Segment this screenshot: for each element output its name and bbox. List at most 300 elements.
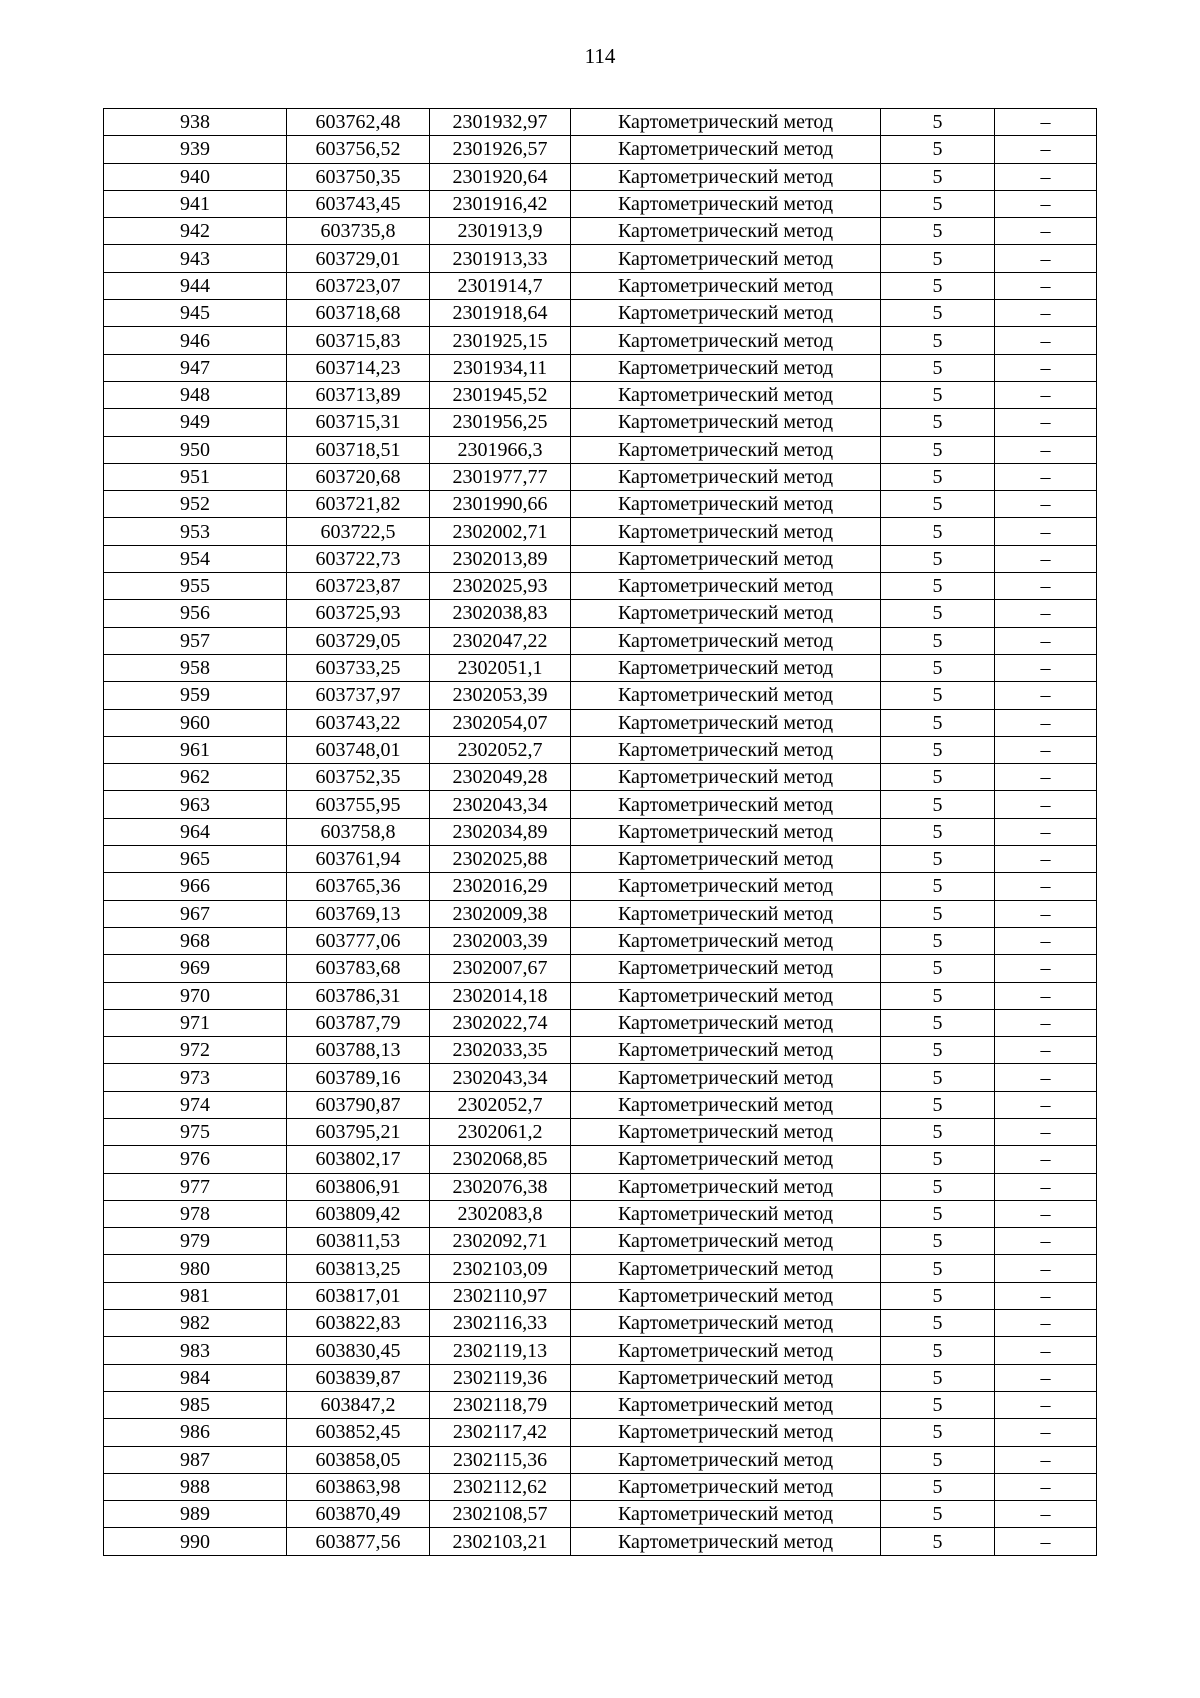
description-cell: – <box>995 109 1097 136</box>
x-coordinate-cell: 603852,45 <box>287 1419 430 1446</box>
description-cell: – <box>995 163 1097 190</box>
table-row <box>104 1337 1097 1364</box>
y-coordinate-cell: 2302115,36 <box>430 1446 571 1473</box>
description-cell: – <box>995 1173 1097 1200</box>
method-cell: Картометрический метод <box>571 300 881 327</box>
method-cell: Картометрический метод <box>571 1228 881 1255</box>
x-coordinate-cell: 603762,48 <box>287 109 430 136</box>
description-cell: – <box>995 518 1097 545</box>
y-coordinate-cell: 2302014,18 <box>430 982 571 1009</box>
y-coordinate-cell: 2302119,13 <box>430 1337 571 1364</box>
y-coordinate-cell: 2301966,3 <box>430 436 571 463</box>
table-row <box>104 518 1097 545</box>
x-coordinate-cell: 603723,07 <box>287 272 430 299</box>
point-number-cell: 983 <box>104 1337 287 1364</box>
description-cell: – <box>995 982 1097 1009</box>
method-cell: Картометрический метод <box>571 327 881 354</box>
table-row <box>104 491 1097 518</box>
y-coordinate-cell: 2302112,62 <box>430 1473 571 1500</box>
precision-cell: 5 <box>881 1200 995 1227</box>
precision-cell: 5 <box>881 1528 995 1555</box>
x-coordinate-cell: 603722,73 <box>287 545 430 572</box>
precision-cell: 5 <box>881 409 995 436</box>
table-row <box>104 654 1097 681</box>
method-cell: Картометрический метод <box>571 1037 881 1064</box>
y-coordinate-cell: 2302002,71 <box>430 518 571 545</box>
table-row <box>104 436 1097 463</box>
method-cell: Картометрический метод <box>571 1091 881 1118</box>
table-row <box>104 354 1097 381</box>
precision-cell: 5 <box>881 654 995 681</box>
method-cell: Картометрический метод <box>571 955 881 982</box>
y-coordinate-cell: 2301934,11 <box>430 354 571 381</box>
precision-cell: 5 <box>881 1173 995 1200</box>
precision-cell: 5 <box>881 1255 995 1282</box>
table-row <box>104 818 1097 845</box>
x-coordinate-cell: 603713,89 <box>287 381 430 408</box>
point-number-cell: 949 <box>104 409 287 436</box>
method-cell: Картометрический метод <box>571 927 881 954</box>
y-coordinate-cell: 2302054,07 <box>430 709 571 736</box>
y-coordinate-cell: 2302083,8 <box>430 1200 571 1227</box>
point-number-cell: 955 <box>104 573 287 600</box>
table-row <box>104 245 1097 272</box>
method-cell: Картометрический метод <box>571 1528 881 1555</box>
description-cell: – <box>995 1446 1097 1473</box>
table-row <box>104 545 1097 572</box>
method-cell: Картометрический метод <box>571 1146 881 1173</box>
x-coordinate-cell: 603839,87 <box>287 1364 430 1391</box>
method-cell: Картометрический метод <box>571 1118 881 1145</box>
method-cell: Картометрический метод <box>571 600 881 627</box>
x-coordinate-cell: 603743,45 <box>287 190 430 217</box>
method-cell: Картометрический метод <box>571 1255 881 1282</box>
x-coordinate-cell: 603765,36 <box>287 873 430 900</box>
precision-cell: 5 <box>881 136 995 163</box>
y-coordinate-cell: 2302051,1 <box>430 654 571 681</box>
x-coordinate-cell: 603737,97 <box>287 682 430 709</box>
method-cell: Картометрический метод <box>571 982 881 1009</box>
description-cell: – <box>995 1391 1097 1418</box>
table-row <box>104 1364 1097 1391</box>
x-coordinate-cell: 603714,23 <box>287 354 430 381</box>
description-cell: – <box>995 709 1097 736</box>
method-cell: Картометрический метод <box>571 682 881 709</box>
description-cell: – <box>995 927 1097 954</box>
y-coordinate-cell: 2301914,7 <box>430 272 571 299</box>
precision-cell: 5 <box>881 190 995 217</box>
y-coordinate-cell: 2301990,66 <box>430 491 571 518</box>
description-cell: – <box>995 218 1097 245</box>
point-number-cell: 970 <box>104 982 287 1009</box>
table-row <box>104 573 1097 600</box>
description-cell: – <box>995 545 1097 572</box>
x-coordinate-cell: 603721,82 <box>287 491 430 518</box>
point-number-cell: 976 <box>104 1146 287 1173</box>
precision-cell: 5 <box>881 736 995 763</box>
precision-cell: 5 <box>881 1419 995 1446</box>
x-coordinate-cell: 603743,22 <box>287 709 430 736</box>
precision-cell: 5 <box>881 518 995 545</box>
description-cell: – <box>995 818 1097 845</box>
precision-cell: 5 <box>881 900 995 927</box>
table-row <box>104 409 1097 436</box>
precision-cell: 5 <box>881 272 995 299</box>
x-coordinate-cell: 603722,5 <box>287 518 430 545</box>
point-number-cell: 969 <box>104 955 287 982</box>
method-cell: Картометрический метод <box>571 1173 881 1200</box>
x-coordinate-cell: 603769,13 <box>287 900 430 927</box>
table-row <box>104 1173 1097 1200</box>
description-cell: – <box>995 846 1097 873</box>
point-number-cell: 939 <box>104 136 287 163</box>
x-coordinate-cell: 603795,21 <box>287 1118 430 1145</box>
table-row <box>104 1528 1097 1555</box>
method-cell: Картометрический метод <box>571 518 881 545</box>
description-cell: – <box>995 764 1097 791</box>
y-coordinate-cell: 2302092,71 <box>430 1228 571 1255</box>
method-cell: Картометрический метод <box>571 1419 881 1446</box>
method-cell: Картометрический метод <box>571 354 881 381</box>
method-cell: Картометрический метод <box>571 1391 881 1418</box>
point-number-cell: 944 <box>104 272 287 299</box>
description-cell: – <box>995 1282 1097 1309</box>
table-row <box>104 709 1097 736</box>
point-number-cell: 957 <box>104 627 287 654</box>
x-coordinate-cell: 603822,83 <box>287 1310 430 1337</box>
method-cell: Картометрический метод <box>571 381 881 408</box>
y-coordinate-cell: 2302053,39 <box>430 682 571 709</box>
point-number-cell: 941 <box>104 190 287 217</box>
precision-cell: 5 <box>881 381 995 408</box>
table-row <box>104 900 1097 927</box>
method-cell: Картометрический метод <box>571 1282 881 1309</box>
page-number: 114 <box>584 44 616 68</box>
method-cell: Картометрический метод <box>571 218 881 245</box>
precision-cell: 5 <box>881 1037 995 1064</box>
x-coordinate-cell: 603777,06 <box>287 927 430 954</box>
y-coordinate-cell: 2301925,15 <box>430 327 571 354</box>
precision-cell: 5 <box>881 1282 995 1309</box>
coordinates-table-body <box>104 109 1097 1556</box>
table-row <box>104 764 1097 791</box>
description-cell: – <box>995 1146 1097 1173</box>
description-cell: – <box>995 327 1097 354</box>
table-row <box>104 1419 1097 1446</box>
x-coordinate-cell: 603813,25 <box>287 1255 430 1282</box>
y-coordinate-cell: 2302049,28 <box>430 764 571 791</box>
precision-cell: 5 <box>881 163 995 190</box>
point-number-cell: 973 <box>104 1064 287 1091</box>
method-cell: Картометрический метод <box>571 245 881 272</box>
table-row <box>104 463 1097 490</box>
method-cell: Картометрический метод <box>571 1364 881 1391</box>
description-cell: – <box>995 791 1097 818</box>
precision-cell: 5 <box>881 1064 995 1091</box>
x-coordinate-cell: 603729,05 <box>287 627 430 654</box>
point-number-cell: 980 <box>104 1255 287 1282</box>
precision-cell: 5 <box>881 354 995 381</box>
x-coordinate-cell: 603718,68 <box>287 300 430 327</box>
description-cell: – <box>995 190 1097 217</box>
description-cell: – <box>995 1310 1097 1337</box>
y-coordinate-cell: 2302103,21 <box>430 1528 571 1555</box>
y-coordinate-cell: 2302043,34 <box>430 791 571 818</box>
y-coordinate-cell: 2302052,7 <box>430 736 571 763</box>
x-coordinate-cell: 603809,42 <box>287 1200 430 1227</box>
point-number-cell: 960 <box>104 709 287 736</box>
point-number-cell: 961 <box>104 736 287 763</box>
y-coordinate-cell: 2302007,67 <box>430 955 571 982</box>
description-cell: – <box>995 381 1097 408</box>
table-row <box>104 1473 1097 1500</box>
table-row <box>104 1446 1097 1473</box>
point-number-cell: 943 <box>104 245 287 272</box>
table-row <box>104 927 1097 954</box>
y-coordinate-cell: 2302061,2 <box>430 1118 571 1145</box>
precision-cell: 5 <box>881 764 995 791</box>
point-number-cell: 982 <box>104 1310 287 1337</box>
point-number-cell: 965 <box>104 846 287 873</box>
precision-cell: 5 <box>881 1364 995 1391</box>
x-coordinate-cell: 603830,45 <box>287 1337 430 1364</box>
method-cell: Картометрический метод <box>571 463 881 490</box>
point-number-cell: 964 <box>104 818 287 845</box>
table-row <box>104 381 1097 408</box>
point-number-cell: 940 <box>104 163 287 190</box>
description-cell: – <box>995 1118 1097 1145</box>
point-number-cell: 942 <box>104 218 287 245</box>
table-row <box>104 1501 1097 1528</box>
table-row <box>104 682 1097 709</box>
method-cell: Картометрический метод <box>571 627 881 654</box>
x-coordinate-cell: 603720,68 <box>287 463 430 490</box>
method-cell: Картометрический метод <box>571 409 881 436</box>
point-number-cell: 968 <box>104 927 287 954</box>
x-coordinate-cell: 603787,79 <box>287 1009 430 1036</box>
precision-cell: 5 <box>881 846 995 873</box>
point-number-cell: 952 <box>104 491 287 518</box>
method-cell: Картометрический метод <box>571 109 881 136</box>
x-coordinate-cell: 603761,94 <box>287 846 430 873</box>
x-coordinate-cell: 603752,35 <box>287 764 430 791</box>
x-coordinate-cell: 603718,51 <box>287 436 430 463</box>
point-number-cell: 977 <box>104 1173 287 1200</box>
x-coordinate-cell: 603725,93 <box>287 600 430 627</box>
point-number-cell: 951 <box>104 463 287 490</box>
description-cell: – <box>995 1091 1097 1118</box>
point-number-cell: 978 <box>104 1200 287 1227</box>
y-coordinate-cell: 2302052,7 <box>430 1091 571 1118</box>
table-row <box>104 136 1097 163</box>
table-row <box>104 1310 1097 1337</box>
y-coordinate-cell: 2302003,39 <box>430 927 571 954</box>
y-coordinate-cell: 2302118,79 <box>430 1391 571 1418</box>
x-coordinate-cell: 603756,52 <box>287 136 430 163</box>
precision-cell: 5 <box>881 682 995 709</box>
method-cell: Картометрический метод <box>571 654 881 681</box>
table-row <box>104 736 1097 763</box>
table-row <box>104 600 1097 627</box>
description-cell: – <box>995 1501 1097 1528</box>
y-coordinate-cell: 2302068,85 <box>430 1146 571 1173</box>
point-number-cell: 979 <box>104 1228 287 1255</box>
point-number-cell: 956 <box>104 600 287 627</box>
point-number-cell: 975 <box>104 1118 287 1145</box>
precision-cell: 5 <box>881 545 995 572</box>
x-coordinate-cell: 603817,01 <box>287 1282 430 1309</box>
table-row <box>104 1009 1097 1036</box>
x-coordinate-cell: 603858,05 <box>287 1446 430 1473</box>
y-coordinate-cell: 2302119,36 <box>430 1364 571 1391</box>
description-cell: – <box>995 1064 1097 1091</box>
method-cell: Картометрический метод <box>571 545 881 572</box>
precision-cell: 5 <box>881 1310 995 1337</box>
table-row <box>104 791 1097 818</box>
method-cell: Картометрический метод <box>571 1009 881 1036</box>
precision-cell: 5 <box>881 1337 995 1364</box>
x-coordinate-cell: 603735,8 <box>287 218 430 245</box>
table-row <box>104 1255 1097 1282</box>
method-cell: Картометрический метод <box>571 1200 881 1227</box>
method-cell: Картометрический метод <box>571 190 881 217</box>
precision-cell: 5 <box>881 1501 995 1528</box>
description-cell: – <box>995 900 1097 927</box>
table-row <box>104 218 1097 245</box>
x-coordinate-cell: 603870,49 <box>287 1501 430 1528</box>
coordinates-table <box>103 108 1097 1556</box>
point-number-cell: 938 <box>104 109 287 136</box>
point-number-cell: 962 <box>104 764 287 791</box>
table-row <box>104 109 1097 136</box>
description-cell: – <box>995 409 1097 436</box>
y-coordinate-cell: 2302009,38 <box>430 900 571 927</box>
description-cell: – <box>995 627 1097 654</box>
method-cell: Картометрический метод <box>571 709 881 736</box>
x-coordinate-cell: 603802,17 <box>287 1146 430 1173</box>
point-number-cell: 967 <box>104 900 287 927</box>
description-cell: – <box>995 1037 1097 1064</box>
description-cell: – <box>995 136 1097 163</box>
table-row <box>104 1282 1097 1309</box>
method-cell: Картометрический метод <box>571 900 881 927</box>
description-cell: – <box>995 1364 1097 1391</box>
y-coordinate-cell: 2301977,77 <box>430 463 571 490</box>
precision-cell: 5 <box>881 1118 995 1145</box>
y-coordinate-cell: 2302025,93 <box>430 573 571 600</box>
method-cell: Картометрический метод <box>571 163 881 190</box>
point-number-cell: 981 <box>104 1282 287 1309</box>
point-number-cell: 963 <box>104 791 287 818</box>
y-coordinate-cell: 2301916,42 <box>430 190 571 217</box>
table-row <box>104 1228 1097 1255</box>
description-cell: – <box>995 1228 1097 1255</box>
method-cell: Картометрический метод <box>571 791 881 818</box>
description-cell: – <box>995 272 1097 299</box>
y-coordinate-cell: 2301932,97 <box>430 109 571 136</box>
y-coordinate-cell: 2302108,57 <box>430 1501 571 1528</box>
x-coordinate-cell: 603758,8 <box>287 818 430 845</box>
description-cell: – <box>995 1200 1097 1227</box>
y-coordinate-cell: 2301926,57 <box>430 136 571 163</box>
x-coordinate-cell: 603715,31 <box>287 409 430 436</box>
precision-cell: 5 <box>881 109 995 136</box>
x-coordinate-cell: 603750,35 <box>287 163 430 190</box>
x-coordinate-cell: 603733,25 <box>287 654 430 681</box>
method-cell: Картометрический метод <box>571 736 881 763</box>
precision-cell: 5 <box>881 1228 995 1255</box>
y-coordinate-cell: 2301913,33 <box>430 245 571 272</box>
description-cell: – <box>995 573 1097 600</box>
precision-cell: 5 <box>881 818 995 845</box>
y-coordinate-cell: 2302076,38 <box>430 1173 571 1200</box>
method-cell: Картометрический метод <box>571 272 881 299</box>
y-coordinate-cell: 2302022,74 <box>430 1009 571 1036</box>
y-coordinate-cell: 2302110,97 <box>430 1282 571 1309</box>
method-cell: Картометрический метод <box>571 1473 881 1500</box>
y-coordinate-cell: 2302013,89 <box>430 545 571 572</box>
description-cell: – <box>995 682 1097 709</box>
point-number-cell: 984 <box>104 1364 287 1391</box>
y-coordinate-cell: 2302016,29 <box>430 873 571 900</box>
table-row <box>104 846 1097 873</box>
x-coordinate-cell: 603877,56 <box>287 1528 430 1555</box>
table-row <box>104 300 1097 327</box>
method-cell: Картометрический метод <box>571 1501 881 1528</box>
description-cell: – <box>995 245 1097 272</box>
x-coordinate-cell: 603729,01 <box>287 245 430 272</box>
x-coordinate-cell: 603863,98 <box>287 1473 430 1500</box>
precision-cell: 5 <box>881 573 995 600</box>
method-cell: Картометрический метод <box>571 818 881 845</box>
x-coordinate-cell: 603723,87 <box>287 573 430 600</box>
description-cell: – <box>995 873 1097 900</box>
description-cell: – <box>995 1473 1097 1500</box>
description-cell: – <box>995 955 1097 982</box>
table-row <box>104 327 1097 354</box>
y-coordinate-cell: 2301913,9 <box>430 218 571 245</box>
x-coordinate-cell: 603788,13 <box>287 1037 430 1064</box>
precision-cell: 5 <box>881 709 995 736</box>
table-row <box>104 1146 1097 1173</box>
precision-cell: 5 <box>881 1091 995 1118</box>
table-row <box>104 873 1097 900</box>
precision-cell: 5 <box>881 1473 995 1500</box>
table-row <box>104 1391 1097 1418</box>
point-number-cell: 958 <box>104 654 287 681</box>
point-number-cell: 988 <box>104 1473 287 1500</box>
precision-cell: 5 <box>881 1446 995 1473</box>
precision-cell: 5 <box>881 300 995 327</box>
x-coordinate-cell: 603755,95 <box>287 791 430 818</box>
table-row <box>104 627 1097 654</box>
precision-cell: 5 <box>881 791 995 818</box>
precision-cell: 5 <box>881 436 995 463</box>
x-coordinate-cell: 603786,31 <box>287 982 430 1009</box>
point-number-cell: 954 <box>104 545 287 572</box>
method-cell: Картометрический метод <box>571 846 881 873</box>
precision-cell: 5 <box>881 218 995 245</box>
y-coordinate-cell: 2302033,35 <box>430 1037 571 1064</box>
point-number-cell: 966 <box>104 873 287 900</box>
description-cell: – <box>995 1009 1097 1036</box>
precision-cell: 5 <box>881 927 995 954</box>
description-cell: – <box>995 436 1097 463</box>
table-row <box>104 1200 1097 1227</box>
x-coordinate-cell: 603811,53 <box>287 1228 430 1255</box>
description-cell: – <box>995 463 1097 490</box>
table-row <box>104 190 1097 217</box>
